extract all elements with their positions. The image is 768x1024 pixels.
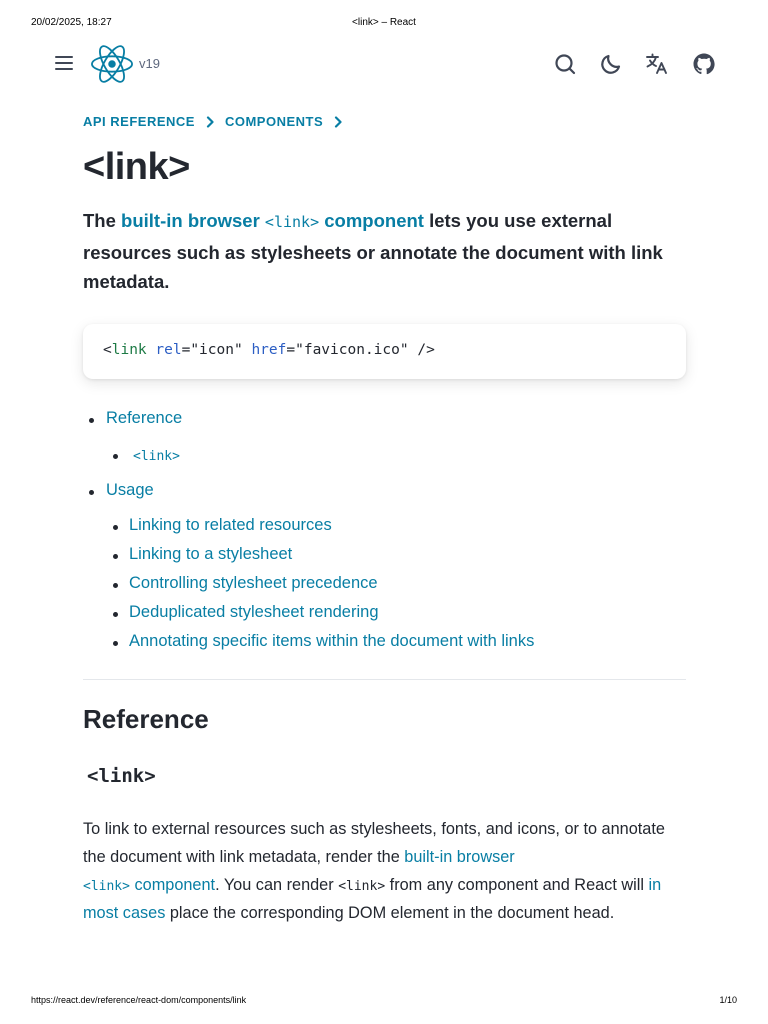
- inline-code: <link>: [338, 878, 386, 894]
- toc-usage-item[interactable]: Linking to a stylesheet: [129, 545, 293, 563]
- intro-suffix: lets you use external resources such as stylesheets or annotate the document with link metadata.: [83, 210, 663, 292]
- bullet: [113, 612, 118, 617]
- page-number: 1/10: [719, 995, 737, 1005]
- bullet: [113, 554, 118, 559]
- chevron-right-icon: [331, 115, 345, 129]
- version-label[interactable]: v19: [139, 56, 160, 71]
- breadcrumb-api-reference[interactable]: API REFERENCE: [83, 114, 195, 129]
- bullet: [113, 454, 118, 459]
- chevron-right-icon: [203, 115, 217, 129]
- in-most-cases-link[interactable]: in most cases: [83, 875, 662, 923]
- bullet: [89, 490, 94, 495]
- react-logo-icon[interactable]: [91, 44, 133, 84]
- intro-built-in-link[interactable]: built-in browser <link> component: [121, 210, 424, 231]
- top-nav: [0, 40, 768, 88]
- section-heading-reference: Reference: [83, 704, 209, 734]
- reference-paragraph: To link to external resources such as stylesheets, fonts, and icons, or to annotate the document with link metadata, render the built-in browser <link> component. You can render <link> from any component and React will in most cases place the corresponding DOM element in the document head.: [83, 820, 665, 923]
- toc-usage-item[interactable]: Deduplicated stylesheet rendering: [129, 603, 379, 621]
- breadcrumb-components[interactable]: COMPONENTS: [224, 114, 324, 129]
- toc-link-component: <link>: [133, 449, 180, 464]
- bullet: [113, 525, 118, 530]
- built-in-browser-link[interactable]: built-in browser <link> component: [83, 847, 515, 894]
- divider: [83, 679, 686, 680]
- print-header: [0, 17, 768, 31]
- subsection-heading-link: <link>: [87, 765, 156, 787]
- breadcrumb: [83, 114, 353, 129]
- moon-icon[interactable]: [599, 52, 623, 76]
- page-title: <link>: [83, 146, 190, 188]
- print-title: <link> – React: [352, 17, 416, 28]
- intro-paragraph: [83, 206, 686, 297]
- print-footer: [0, 995, 768, 1009]
- bullet: [89, 418, 94, 423]
- bullet: [113, 583, 118, 588]
- toc-usage-item[interactable]: Controlling stylesheet precedence: [129, 574, 378, 592]
- search-icon[interactable]: [553, 52, 577, 76]
- print-datetime: 20/02/2025, 18:27: [31, 17, 112, 28]
- toc-usage-item[interactable]: Linking to related resources: [129, 516, 332, 534]
- menu-icon[interactable]: [55, 52, 77, 74]
- github-icon[interactable]: [692, 52, 716, 76]
- toc-usage[interactable]: Usage: [106, 481, 154, 499]
- toc-usage-item[interactable]: Annotating specific items within the document with links: [129, 632, 535, 650]
- bullet: [113, 641, 118, 646]
- print-url: https://react.dev/reference/react-dom/components/link: [31, 995, 247, 1005]
- code-example: <link rel="icon" href="favicon.ico" />: [83, 324, 686, 379]
- intro-prefix: The: [83, 210, 122, 231]
- toc-reference[interactable]: Reference: [106, 409, 183, 427]
- translate-icon[interactable]: [645, 52, 669, 76]
